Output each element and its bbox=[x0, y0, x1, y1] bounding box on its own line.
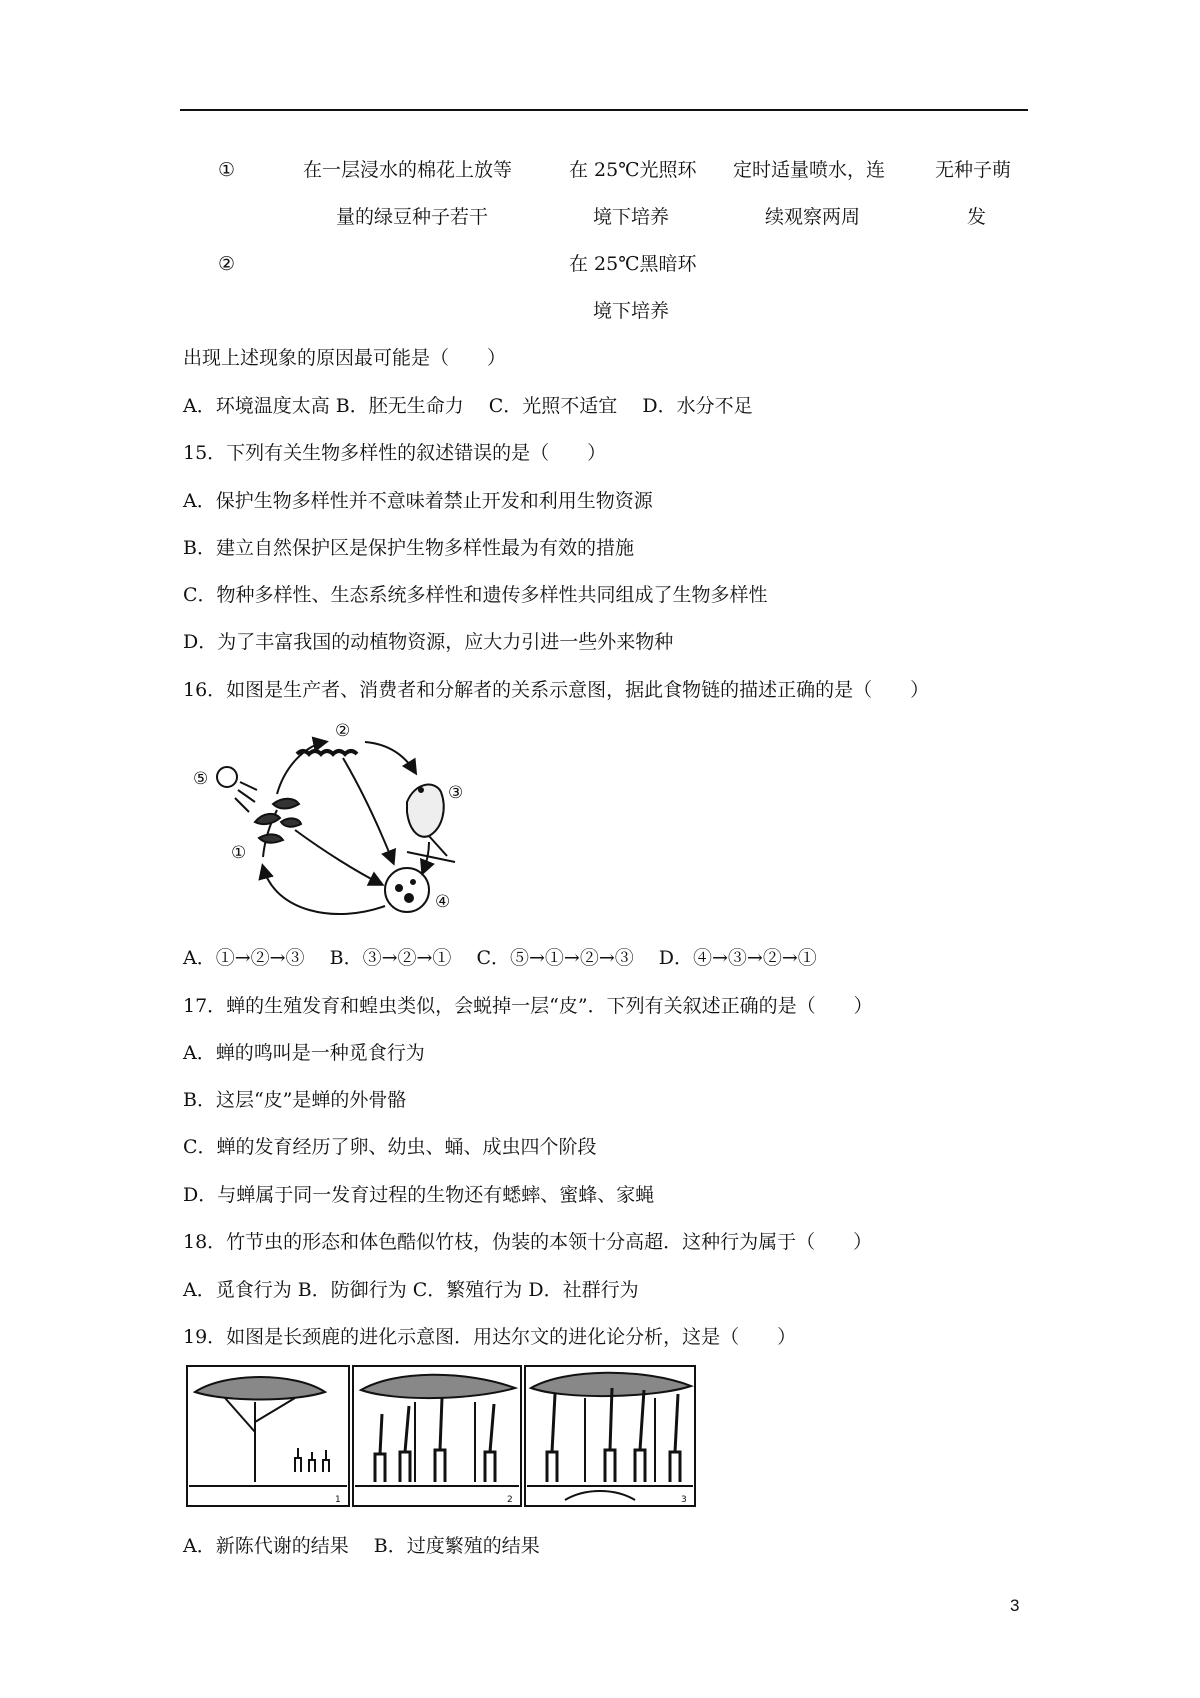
giraffe-evolution-figure bbox=[185, 1362, 700, 1512]
diagram-label-2: ② bbox=[335, 721, 351, 741]
q17-option-a: A．蝉的鸣叫是一种觅食行为 bbox=[183, 1042, 425, 1064]
row1-condition-line1: 在 25℃光照环 bbox=[569, 159, 697, 181]
row1-setup-line2: 量的绿豆种子若干 bbox=[336, 206, 489, 228]
row2-id: ② bbox=[218, 253, 236, 275]
q17-option-d: D．与蝉属于同一发育过程的生物还有蟋蟀、蜜蜂、家蝇 bbox=[183, 1184, 655, 1206]
diagram-label-5: ⑤ bbox=[193, 769, 209, 789]
row1-condition-line2: 境下培养 bbox=[593, 206, 670, 228]
q14-stem: 出现上述现象的原因最可能是（ ） bbox=[183, 347, 507, 369]
panel-3-giraffes-icon bbox=[547, 1388, 680, 1482]
plant-icon bbox=[255, 799, 301, 857]
panel-3-dead-giraffe-icon bbox=[565, 1491, 635, 1500]
q15-option-c: C．物种多样性、生态系统多样性和遗传多样性共同组成了生物多样性 bbox=[183, 584, 768, 606]
diagram-label-3: ③ bbox=[448, 783, 464, 803]
q16-options: A．①→②→③ B．③→②→① C．⑤→①→②→③ D．④→③→②→① bbox=[183, 947, 817, 969]
page-number: 3 bbox=[1010, 1596, 1020, 1615]
q17-stem: 17．蝉的生殖发育和蝗虫类似，会蜕掉一层“皮”．下列有关叙述正确的是（ ） bbox=[183, 995, 873, 1017]
q15-option-b: B．建立自然保护区是保护生物多样性最为有效的措施 bbox=[183, 537, 634, 559]
panel-1-giraffes-icon bbox=[295, 1448, 329, 1472]
row2-condition-line2: 境下培养 bbox=[593, 300, 670, 322]
row1-result-line1: 无种子萌 bbox=[935, 159, 1012, 181]
panel-label-2: 2 bbox=[507, 1495, 513, 1505]
q15-option-a: A．保护生物多样性并不意味着禁止开发和利用生物资源 bbox=[183, 490, 653, 512]
q15-stem: 15．下列有关生物多样性的叙述错误的是（ ） bbox=[183, 442, 607, 464]
row1-method-line1: 定时适量喷水，连 bbox=[733, 159, 886, 181]
decomposer-icon bbox=[385, 868, 429, 912]
q19-stem: 19．如图是长颈鹿的进化示意图．用达尔文的进化论分析，这是（ ） bbox=[183, 1326, 797, 1348]
q17-option-c: C．蝉的发育经历了卵、幼虫、蛹、成虫四个阶段 bbox=[183, 1136, 597, 1158]
row1-setup-line1: 在一层浸水的棉花上放等 bbox=[303, 159, 513, 181]
q19-options: A．新陈代谢的结果 B．过度繁殖的结果 bbox=[183, 1535, 540, 1557]
header-rule bbox=[180, 109, 1028, 111]
q16-stem: 16．如图是生产者、消费者和分解者的关系示意图，据此食物链的描述正确的是（ ） bbox=[183, 679, 930, 701]
panel-2-giraffes-icon bbox=[375, 1398, 495, 1482]
row1-result-line2: 发 bbox=[967, 206, 987, 228]
q14-options: A．环境温度太高 B．胚无生命力 C．光照不适宜 D．水分不足 bbox=[183, 395, 753, 417]
q15-option-d: D．为了丰富我国的动植物资源，应大力引进一些外来物种 bbox=[183, 631, 674, 653]
panel-label-3: 3 bbox=[681, 1495, 687, 1505]
diagram-label-4: ④ bbox=[435, 892, 451, 912]
panel-label-1: 1 bbox=[335, 1495, 341, 1505]
diagram-label-1: ① bbox=[231, 843, 247, 863]
row1-method-line2: 续观察两周 bbox=[765, 206, 861, 228]
q18-options: A．觅食行为 B．防御行为 C．繁殖行为 D．社群行为 bbox=[183, 1279, 639, 1301]
row2-condition-line1: 在 25℃黑暗环 bbox=[569, 253, 697, 275]
row1-id: ① bbox=[218, 159, 236, 181]
q17-option-b: B．这层“皮”是蝉的外骨骼 bbox=[183, 1089, 407, 1111]
food-web-diagram bbox=[185, 712, 495, 932]
panel-1-tree-icon bbox=[195, 1377, 325, 1482]
sun-icon bbox=[217, 767, 237, 787]
q18-stem: 18．竹节虫的形态和体色酷似竹枝，伪装的本领十分高超．这种行为属于（ ） bbox=[183, 1231, 873, 1253]
